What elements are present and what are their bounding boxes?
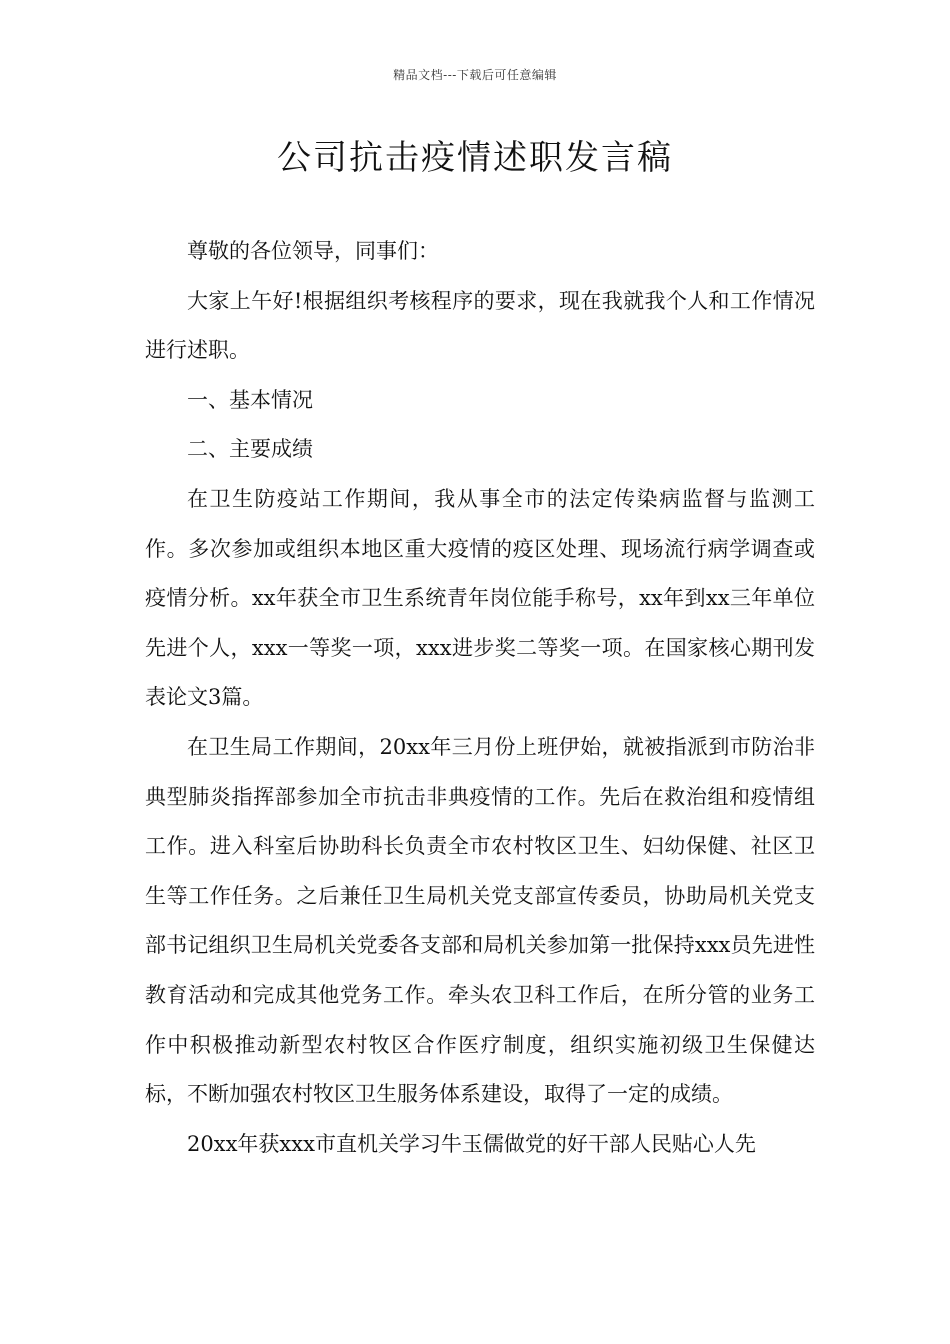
opening-paragraph: 大家上午好!根据组织考核程序的要求，现在我就我个人和工作情况进行述职。 bbox=[145, 288, 815, 363]
header-note: 精品文档---下载后可任意编辑 bbox=[393, 68, 557, 82]
document-body bbox=[145, 227, 815, 1169]
section-heading-achievements: 二、主要成绩 bbox=[187, 437, 313, 462]
epidemic-station-paragraph: 在卫生防疫站工作期间，我从事全市的法定传染病监督与监测工作。多次参加或组织本地区重大疫情的疫区处理、现场流行病学调查或疫情分析。xx年获全市卫生系统青年岗位能手称号，xx年到xx三年单位先进个人，xxx一等奖一项，xxx进步奖二等奖一项。在国家核心期刊发表论文3篇。 bbox=[145, 486, 815, 710]
health-bureau-paragraph: 在卫生局工作期间，20xx年三月份上班伊始，就被指派到市防治非典型肺炎指挥部参加全市抗击非典疫情的工作。先后在救治组和疫情组工作。进入科室后协助科长负责全市农村牧区卫生、妇幼保健、社区卫生等工作任务。之后兼任卫生局机关党支部宣传委员，协助局机关党支部书记组织卫生局机关党委各支部和局机关参加第一批保持xxx员先进性教育活动和完成其他党务工作。牵头农卫科工作后，在所分管的业务工作中积极推动新型农村牧区合作医疗制度，组织实施初级卫生保健达标，不断加强农村牧区卫生服务体系建设，取得了一定的成绩。 bbox=[145, 734, 815, 1107]
greeting-paragraph: 尊敬的各位领导，同事们： bbox=[187, 239, 439, 263]
document-title: 公司抗击疫情述职发言稿 bbox=[277, 138, 673, 178]
section-heading-basic-info: 一、基本情况 bbox=[187, 387, 313, 412]
award-paragraph: 20xx年获xxx市直机关学习牛玉儒做党的好干部人民贴心人先 bbox=[187, 1131, 756, 1156]
